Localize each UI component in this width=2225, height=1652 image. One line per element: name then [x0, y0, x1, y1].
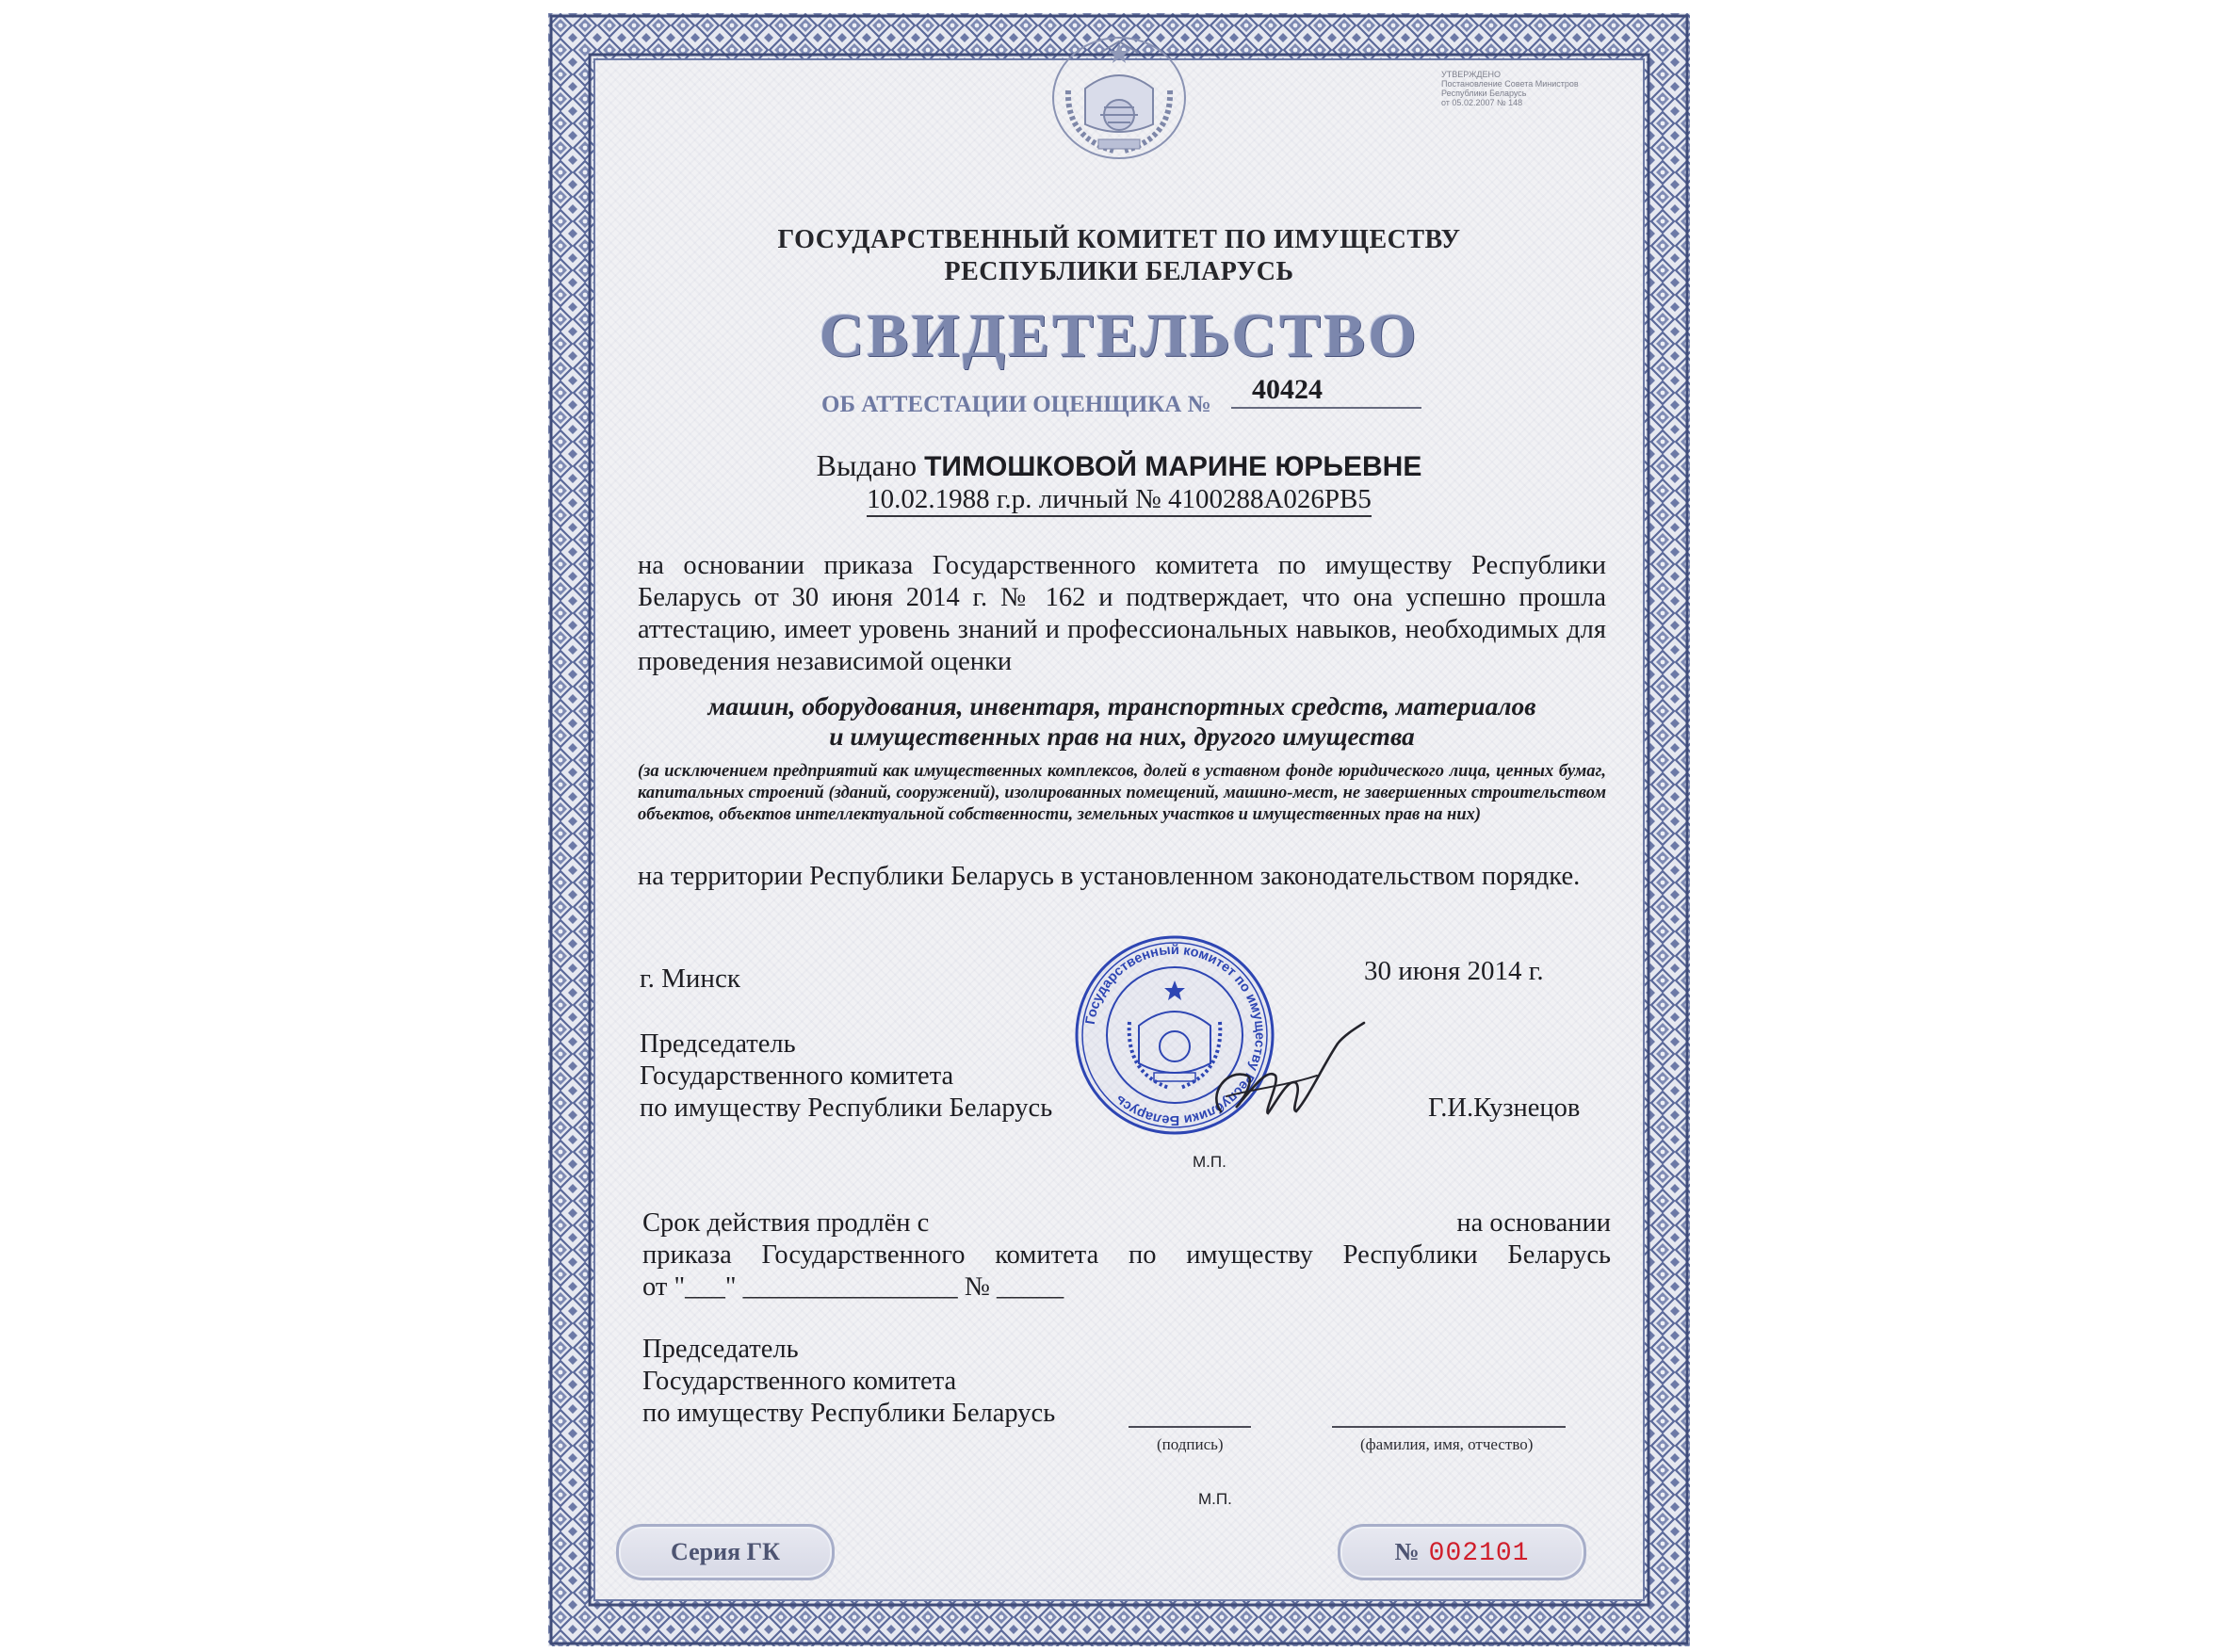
series-badge: Серия ГК [616, 1524, 835, 1580]
stamp-text: Государственный комитет по имуществу Республики Беларусь [1082, 942, 1268, 1128]
issuing-authority [548, 224, 1690, 288]
exclusion-note: (за исключением предприятий как имущественных комплексов, долей в уставном фонде юридического лица, ценных бумаг, капитальных строений (зданий, сооружений), изолированных помещений, машино-мест, не завершенных строительством объектов, объектов интеллектуальной собственности, земельных участков и имущественных прав на них) [638, 762, 1606, 824]
extension-basis-label: на основании [1456, 1208, 1611, 1238]
specialty [638, 691, 1606, 752]
approval-line: от 05.02.2007 № 148 [1441, 98, 1523, 107]
authority-line-2: РЕСПУБЛИКИ БЕЛАРУСЬ [944, 257, 1294, 286]
document-subtitle: ОБ АТТЕСТАЦИИ ОЦЕНЩИКА № [821, 392, 1211, 417]
certificate-page [548, 13, 1690, 1646]
document-title: СВИДЕТЕЛЬСТВО [819, 301, 1420, 370]
certificate-number: 40424 [1231, 373, 1421, 409]
holder-name: ТИМОШКОВОЙ МАРИНЕ ЮРЬЕВНЕ [924, 451, 1422, 482]
extension-line-3: от "___" ________________ № _____ [642, 1272, 1064, 1302]
approval-note [1441, 70, 1611, 107]
serial-prefix: № [1394, 1538, 1420, 1565]
extension-chairman-line-2: Государственного комитета [642, 1367, 957, 1396]
extension-chairman-line-1: Председатель [642, 1335, 799, 1364]
signature-line [1129, 1424, 1251, 1428]
name-caption: (фамилия, имя, отчество) [1360, 1435, 1534, 1453]
extension-chairman-title [642, 1334, 1055, 1430]
extension-from-label: Срок действия продлён с [642, 1208, 930, 1238]
serial-number-badge [1338, 1524, 1586, 1580]
chairman-title [640, 1028, 1052, 1125]
territory-paragraph: на территории Республики Беларусь в установленном законодательством порядке. [638, 862, 1581, 891]
chairman-line-3: по имуществу Республики Беларусь [640, 1093, 1053, 1123]
authority-line-1: ГОСУДАРСТВЕННЫЙ КОМИТЕТ ПО ИМУЩЕСТВУ [777, 225, 1461, 254]
signature-caption: (подпись) [1157, 1435, 1224, 1453]
state-emblem-icon [1048, 34, 1191, 162]
basis-paragraph: на основании приказа Государственного комитета по имуществу Республики Беларусь от 30 июня 2014 г. № 162 и подтверждает, что она успешно прошла аттестацию, имеет уровень знаний и профессиональных навыков, необходимых для проведения независимой оценки [638, 551, 1606, 676]
issue-city: г. Минск [640, 964, 740, 994]
seal-place-label: М.П. [1193, 1153, 1226, 1171]
specialty-line-1: машин, оборудования, инвентаря, транспортных средств, материалов [707, 691, 1536, 721]
serial-number: 002101 [1428, 1539, 1530, 1568]
approval-line: УТВЕРЖДЕНО [1441, 70, 1502, 79]
holder-details-text: 10.02.1988 г.р. личный № 4100288А026РВ5 [867, 484, 1372, 517]
issue-date: 30 июня 2014 г. [1364, 956, 1544, 986]
chairman-line-1: Председатель [640, 1029, 796, 1059]
approval-line: Постановление Совета Министров [1441, 79, 1579, 89]
extension-line-1 [642, 1207, 1611, 1239]
chairman-signature [1198, 1010, 1368, 1151]
signatory-name: Г.И.Кузнецов [1428, 1093, 1581, 1123]
approval-line: Республики Беларусь [1441, 89, 1527, 98]
chairman-line-2: Государственного комитета [640, 1061, 954, 1091]
holder-details [548, 482, 1690, 516]
name-line [1332, 1424, 1566, 1428]
issued-label: Выдано [816, 448, 918, 482]
extension-chairman-line-3: по имуществу Республики Беларусь [642, 1399, 1056, 1428]
issued-to [548, 448, 1690, 484]
extension-line-2: приказа Государственного комитета по имуществу Республики Беларусь [642, 1240, 1611, 1270]
extension-seal-label: М.П. [1198, 1490, 1232, 1508]
specialty-line-2: и имущественных прав на них, другого имущества [829, 721, 1415, 751]
